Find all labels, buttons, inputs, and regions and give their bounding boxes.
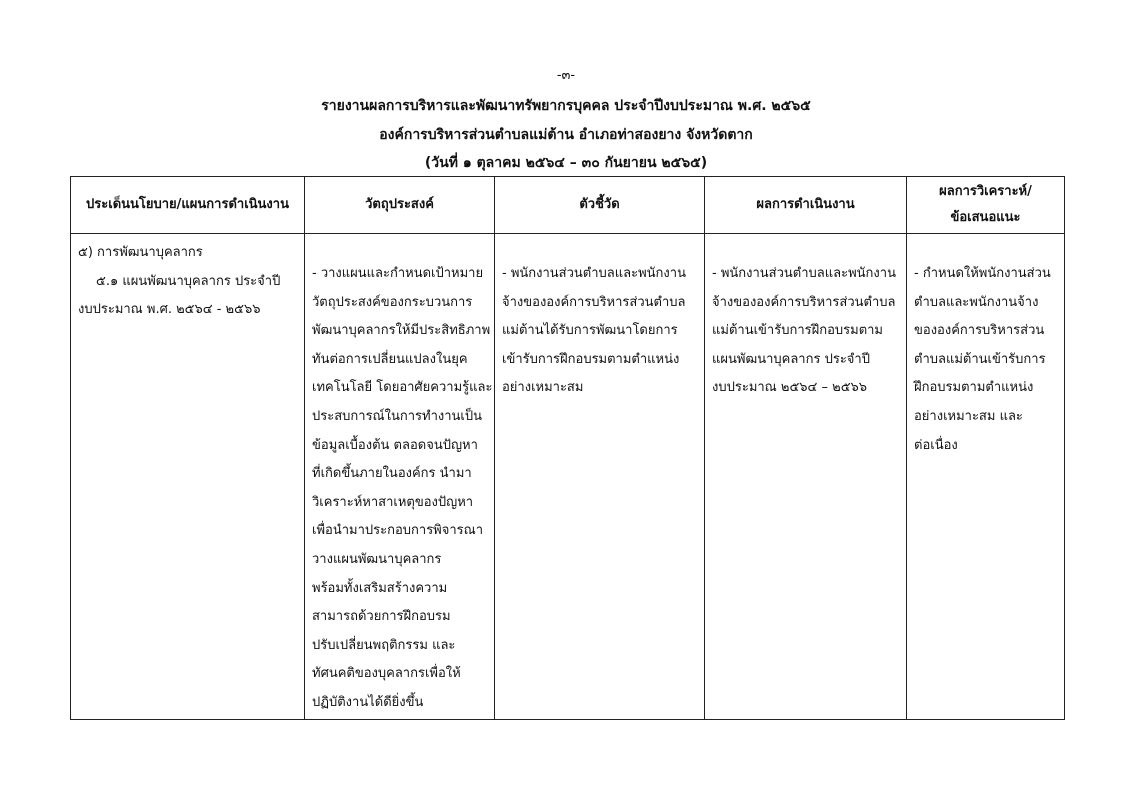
text-line: ขององค์การบริหารส่วน bbox=[914, 323, 1045, 339]
text-line: จ้างขององค์การบริหารส่วนตำบล bbox=[502, 294, 686, 310]
analysis-lines bbox=[914, 260, 1058, 460]
policy-item-cont: งบประมาณ พ.ศ. ๒๕๖๔ - ๒๕๖๖ bbox=[78, 302, 261, 318]
text-line: แม่ต้านได้รับการพัฒนาโดยการ bbox=[502, 323, 678, 339]
text-line: วิเคราะห์หาสาเหตุของปัญหา bbox=[312, 494, 474, 510]
policy-cell bbox=[71, 234, 305, 720]
text-line: สามารถด้วยการฝึกอบรม bbox=[312, 609, 451, 625]
text-line: จ้างขององค์การบริหารส่วนตำบล bbox=[712, 294, 896, 310]
text-line: อย่างเหมาะสม และ bbox=[914, 408, 1023, 424]
organization-title: องค์การบริหารส่วนตำบลแม่ต้าน อำเภอท่าสองยาง จังหวัดตาก bbox=[379, 127, 753, 143]
header-analysis: ผลการวิเคราะห์/ ข้อเสนอแนะ bbox=[907, 177, 1065, 234]
text-line: อย่างเหมาะสม bbox=[502, 380, 584, 396]
header-indicator: ตัวชี้วัด bbox=[495, 177, 705, 234]
table-header-row bbox=[71, 177, 1065, 234]
text-line: เทคโนโลยี โดยอาศัยความรู้และ bbox=[312, 380, 493, 396]
report-title: รายงานผลการบริหารและพัฒนาทรัพยากรบุคคล ประจำปีงบประมาณ พ.ศ. ๒๕๖๕ bbox=[321, 98, 811, 114]
text-line: แผนพัฒนาบุคลากร ประจำปี bbox=[712, 351, 870, 367]
text-line: - พนักงานส่วนตำบลและพนักงาน bbox=[712, 266, 896, 281]
text-line: วางแผนพัฒนาบุคลากร bbox=[312, 551, 442, 567]
indicator-cell bbox=[495, 234, 705, 720]
text-line: ตำบลแม่ต้านเข้ารับการ bbox=[914, 351, 1046, 367]
text-line: เพื่อนำมาประกอบการพิจารณา bbox=[312, 523, 484, 539]
result-cell bbox=[705, 234, 907, 720]
objective-cell bbox=[305, 234, 495, 720]
header-result: ผลการดำเนินงาน bbox=[705, 177, 907, 234]
table-row bbox=[71, 234, 1065, 720]
text-line: ข้อมูลเบื้องต้น ตลอดจนปัญหา bbox=[312, 437, 478, 453]
analysis-cell bbox=[907, 234, 1065, 720]
text-line: - วางแผนและกำหนดเป้าหมาย bbox=[312, 266, 484, 281]
text-line: งบประมาณ ๒๕๖๔ – ๒๕๖๖ bbox=[712, 380, 868, 396]
indicator-lines bbox=[502, 260, 698, 403]
header-objective: วัตถุประสงค์ bbox=[305, 177, 495, 234]
text-line: ที่เกิดขึ้นภายในองค์กร นำมา bbox=[312, 466, 472, 482]
header-policy: ประเด็นนโยบาย/แผนการดำเนินงาน bbox=[71, 177, 305, 234]
text-line: แม่ต้านเข้ารับการฝึกอบรมตาม bbox=[712, 323, 884, 339]
page-number: -๓- bbox=[556, 68, 576, 83]
text-line: พร้อมทั้งเสริมสร้างความ bbox=[312, 580, 448, 596]
report-table bbox=[70, 176, 1065, 720]
text-line: ปรับเปลี่ยนพฤติกรรม และ bbox=[312, 637, 456, 653]
text-line: ทัศนคติของบุคลากรเพื่อให้ bbox=[312, 666, 461, 682]
text-line: วัตถุประสงค์ของกระบวนการ bbox=[312, 294, 473, 310]
result-lines bbox=[712, 260, 900, 403]
policy-item: ๕.๑ แผนพัฒนาบุคลากร ประจำปี bbox=[96, 273, 281, 289]
objective-lines bbox=[312, 260, 493, 718]
text-line: เข้ารับการฝึกอบรมตามตำแหน่ง bbox=[502, 351, 680, 367]
text-line: ทันต่อการเปลี่ยนแปลงในยุค bbox=[312, 351, 468, 367]
text-line: ตำบลและพนักงานจ้าง bbox=[914, 294, 1039, 310]
date-range-title: (วันที่ ๑ ตุลาคม ๒๕๖๔ – ๓๐ กันยายน ๒๕๖๕) bbox=[424, 155, 708, 171]
text-line: พัฒนาบุคลากรให้มีประสิทธิภาพ bbox=[312, 323, 491, 339]
text-line: ต่อเนื่อง bbox=[914, 437, 958, 453]
text-line: - กำหนดให้พนักงานส่วน bbox=[914, 266, 1051, 281]
text-line: ปฏิบัติงานได้ดียิ่งขึ้น bbox=[312, 694, 424, 710]
text-line: ประสบการณ์ในการทำงานเป็น bbox=[312, 408, 482, 424]
text-line: - พนักงานส่วนตำบลและพนักงาน bbox=[502, 266, 686, 281]
text-line: ฝึกอบรมตามตำแหน่ง bbox=[914, 380, 1034, 396]
policy-section: ๕) การพัฒนาบุคลากร bbox=[78, 245, 203, 260]
